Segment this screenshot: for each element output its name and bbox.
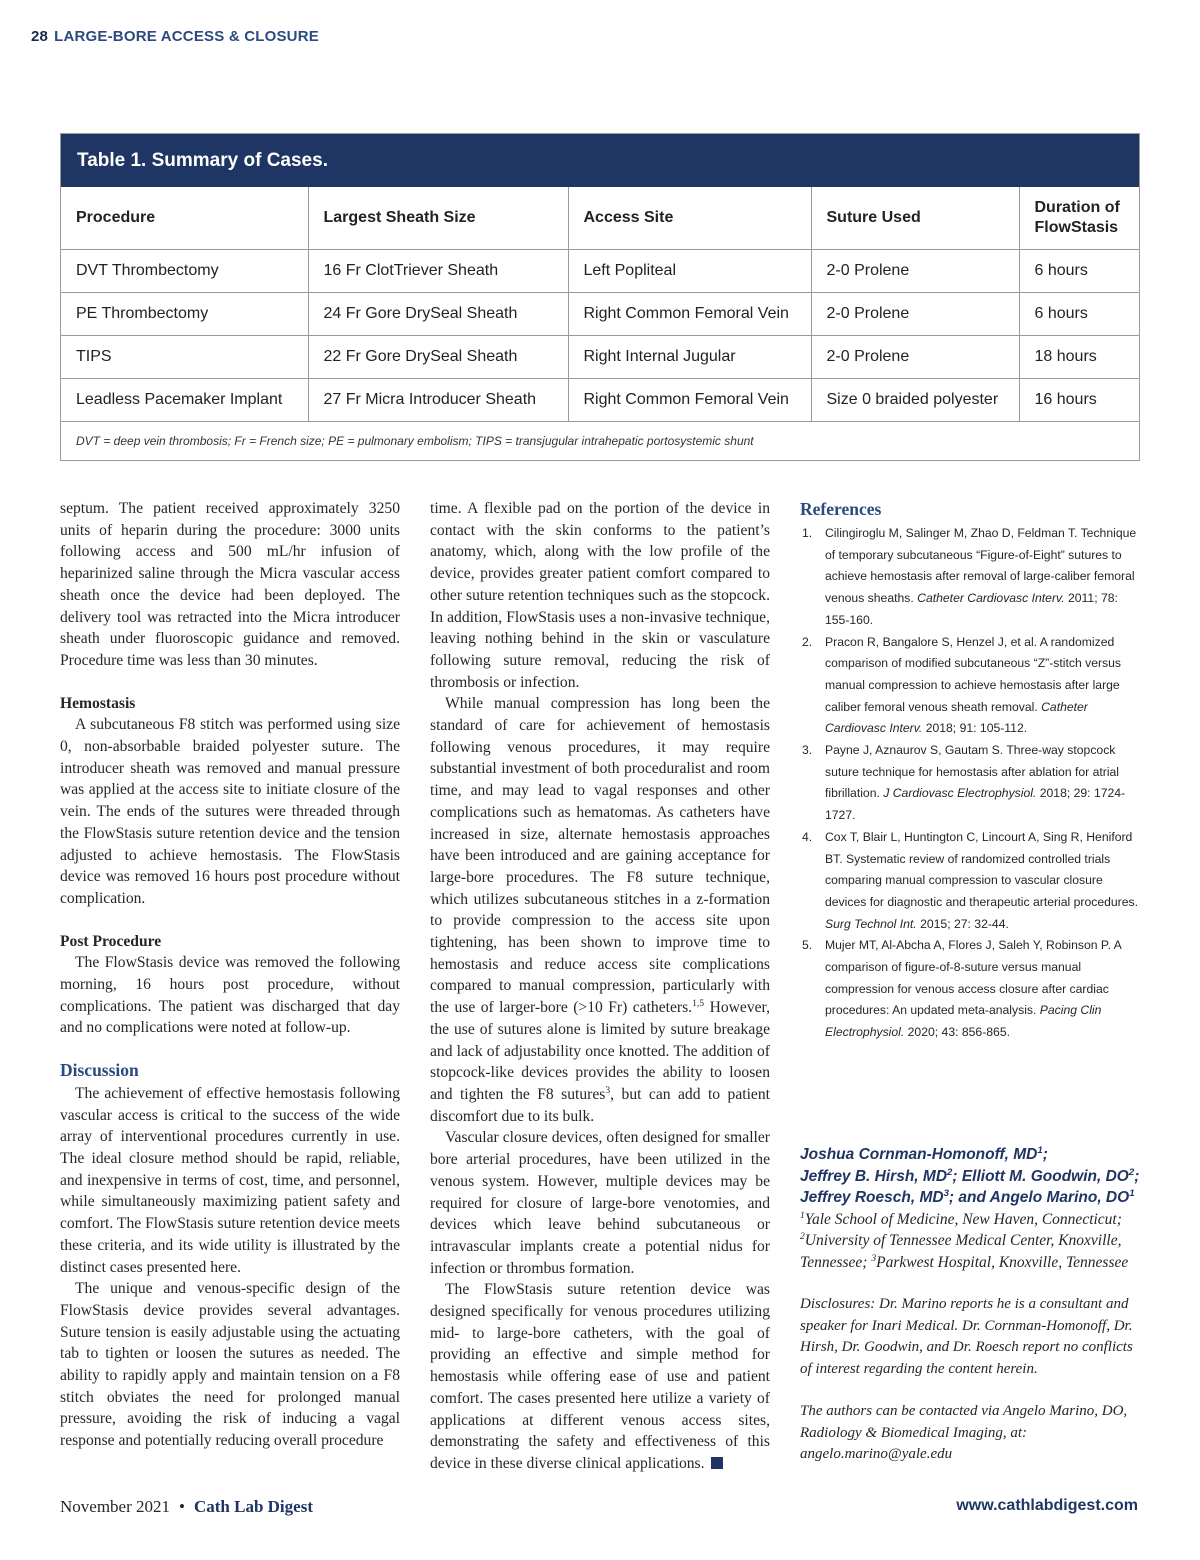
text-run: However, the use of sutures alone is limited by suture breakage and lack of adjustability once knotted. The addition of stopcock-like devices provides the ability to loosen and tighten the F8 sutures (430, 999, 771, 1103)
table-caption: Table 1. Summary of Cases. (61, 134, 1139, 187)
reference-journal: Pacing Clin Electrophysiol. (825, 1003, 1102, 1040)
references-column (800, 498, 1140, 1044)
reference-citation: 2011; 78: 155-160. (825, 591, 1118, 627)
table-header-cell: Suture Used (811, 187, 1019, 250)
subheading-hemostasis: Hemostasis (60, 694, 136, 712)
affiliation-text: University of Tennessee Medical Center, Knoxville, Tennessee; (800, 1232, 1122, 1271)
reference-item (800, 827, 1140, 936)
author-name: Jeffrey Roesch, MD (800, 1189, 944, 1206)
reference-text: Cilingiroglu M, Salinger M, Zhao D, Feldman T. Technique of temporary subcutaneous “Figure-of-Eight” sutures to achieve hemostasis after removal of large-caliber femoral venous sheaths. (825, 526, 1137, 606)
paragraph-septum: septum. The patient received approximately 3250 units of heparin during the procedure: 3000 units following access and 500 mL/hr infusion of heparinized saline through the Micra vascular access sheath once the device had been deployed. The delivery tool was retracted into the Micra introducer sheath under fluoroscopic guidance and removed. Procedure time was less than 30 minutes. (60, 500, 400, 669)
affiliation-marker: 1 (800, 1209, 805, 1221)
reference-number: 1. (802, 526, 813, 540)
reference-journal: J Cardiovasc Electrophysiol. (883, 786, 1037, 801)
table-cell: 6 hours (1019, 293, 1139, 336)
reference-number: 3. (802, 743, 813, 758)
paragraph-hemostasis: A subcutaneous F8 stitch was performed using size 0, non-absorbable braided polyester suture. The introducer sheath was removed and manual pressure was applied at the access site to initiate closure of the vein. The ends of the sutures were threaded through the FlowStasis suture retention device and the tension adjusted to achieve hemostasis. The FlowStasis device was removed 16 hours post procedure without complication. (60, 716, 400, 907)
paragraph-manual-compression (430, 693, 770, 1127)
table-row (61, 379, 1139, 422)
reference-number: 2. (802, 634, 813, 649)
table-header-cell: Access Site (568, 187, 811, 250)
reference-journal: Catheter Cardiovasc Interv. (825, 699, 1088, 736)
reference-item (800, 523, 1140, 632)
author-name: Joshua Cornman-Homonoff, MD (800, 1146, 1038, 1163)
page-number: 28 (31, 28, 49, 45)
paragraph-device-pad: time. A flexible pad on the portion of the device in contact with the skin conforms to the patient’s anatomy, which, along with the low profile of the device, provides greater patient comfort compared to other suture retention techniques such as the stopcock. In addition, FlowStasis uses a non-invasive technique, leaving nothing behind in the skin or vasculature following suture removal, reducing the risk of thrombosis or infection. (430, 500, 770, 691)
table-row (61, 293, 1139, 336)
reference-item (800, 632, 1140, 741)
section-title: LARGE-BORE ACCESS & CLOSURE (54, 28, 319, 45)
heading-discussion: Discussion (60, 1060, 139, 1081)
contact-text: The authors can be contacted via Angelo Marino, DO, Radiology & Biomedical Imaging, at: (800, 1403, 1128, 1441)
text-run: The FlowStasis suture retention device was designed specifically for venous procedures utilizing mid- to large-bore catheters, with the goal of providing an effective and simple method for hemostasis while offering ease of use and patient comfort. The cases presented here utilize a variety of applications at different venous access sites, demonstrating the safety and effectiveness of this device in these diverse clinical applications. (430, 1281, 770, 1472)
references-heading: References (800, 499, 882, 519)
body-column-left (60, 498, 400, 1452)
magazine-name: Cath Lab Digest (193, 1497, 313, 1516)
paragraph-flowstasis-design (430, 1279, 770, 1474)
table-row (61, 250, 1139, 293)
reference-text: Pracon R, Bangalore S, Henzel J, et al. A randomized comparison of modified subcutaneous “Z”-stitch versus manual compression to achieve hemostasis after large caliber femoral venous sheath removal. (825, 634, 1122, 714)
affiliation-marker: 2 (947, 1166, 953, 1178)
reference-number: 4. (802, 829, 813, 844)
table-cell: 2-0 Prolene (811, 293, 1019, 336)
table-cell: Leadless Pacemaker Implant (61, 379, 308, 422)
paragraph-discussion-2: The unique and venous-specific design of the FlowStasis device provides several advantages. Suture tension is easily adjustable using the actuating tab to tighten or loosen the sutures as needed. The ability to rapidly apply and maintain tension on a F8 stitch obviates the need for prolonged manual pressure, avoiding the risk of inducing a vagal response and potentially reducing overall procedure (60, 1280, 400, 1450)
reference-text: Cox T, Blair L, Huntington C, Lincourt A, Sing R, Heniford BT. Systematic review of randomized controlled trials comparing manual compression to vascular closure devices for diagnostic and therapeutic arterial procedures. (825, 829, 1138, 909)
citation: 3 (605, 1084, 611, 1096)
running-head (31, 28, 319, 45)
affiliation-marker: 1 (1037, 1144, 1043, 1156)
affiliation-marker: 2 (1128, 1166, 1135, 1178)
summary-table (60, 133, 1140, 461)
body-column-middle (430, 498, 770, 1475)
reference-item (800, 740, 1140, 827)
table-cell: 6 hours (1019, 250, 1139, 293)
paragraph-discussion-1: The achievement of effective hemostasis following vascular access is critical to the success of the wide array of interventional procedures currently in use. The ideal closure method should be rapid, reliable, and inexpensive in terms of cost, time, and personnel, while simultaneously maximizing patient safety and comfort. The FlowStasis suture retention device meets these criteria, and its wide utility is illustrated by the distinct cases presented here. (60, 1084, 400, 1276)
reference-journal: Catheter Cardiovasc Interv. (917, 591, 1065, 606)
paragraph-closure-devices: Vascular closure devices, often designed for smaller bore arterial procedures, have been utilized in the venous system. However, multiple devices may be required for closure of large-bore venotomies, and devices which leave behind subcutaneous or intravascular implants create a potential nidus for infection or thrombus formation. (430, 1129, 770, 1277)
bullet-separator: • (179, 1497, 185, 1516)
affiliation-text: Parkwest Hospital, Knoxville, Tennessee (876, 1253, 1129, 1271)
table-footnote: DVT = deep vein thrombosis; Fr = French size; PE = pulmonary embolism; TIPS = transjugular intrahepatic portosystemic shunt (76, 434, 754, 448)
affiliation-text: Yale School of Medicine, New Haven, Connecticut; (804, 1210, 1122, 1228)
subheading-post-procedure: Post Procedure (60, 932, 162, 950)
paragraph-post-procedure: The FlowStasis device was removed the following morning, 16 hours post procedure, without complications. The patient was discharged that day and no complications were noted at follow-up. (60, 954, 400, 1037)
table-cell: Left Popliteal (568, 250, 811, 293)
reference-text: Payne J, Aznaurov S, Gautam S. Three-way stopcock suture technique for hemostasis after ablation for atrial fibrillation. (825, 743, 1120, 801)
reference-citation: 2018; 91: 105-112. (922, 721, 1028, 736)
affiliation-marker: 3 (871, 1252, 877, 1264)
table-header-cell: Largest Sheath Size (308, 187, 568, 250)
affiliation-marker: 1 (1129, 1187, 1135, 1199)
table-cell: PE Thrombectomy (61, 293, 308, 336)
table-header-cell: Procedure (61, 187, 308, 250)
affiliation-marker: 3 (943, 1187, 949, 1199)
table-cell: Right Common Femoral Vein (568, 379, 811, 422)
affiliation-marker: 2 (800, 1230, 805, 1242)
author-name: Jeffrey B. Hirsh, MD (800, 1167, 948, 1185)
author-list: Joshua Cornman-Homonoff, $MD^1$; Jeffrey B. Hirsh, $MD^2$; Elliott M. Goodwin, $DO^2$; Jeffrey Roesch, $MD^3$; and Angelo Marino, $DO^1$ (800, 1144, 1140, 1206)
table-cell: 2-0 Prolene (811, 250, 1019, 293)
issue-date: November 2021 (60, 1497, 171, 1516)
text-run: , but can add to patient discomfort due to its bulk. (430, 1085, 770, 1125)
table-cell: 24 Fr Gore DrySeal Sheath (308, 293, 568, 336)
reference-citation: 2018; 29: 1724-1727. (825, 786, 1126, 823)
reference-text: Mujer MT, Al-Abcha A, Flores J, Saleh Y, Robinson P. A comparison of figure-of-8-suture versus manual compression for venous access closure after cardiac procedures: An updated meta-analysis. (825, 938, 1122, 1018)
table-cell: TIPS (61, 336, 308, 379)
table-cell: Size 0 braided polyester (811, 379, 1019, 422)
reference-citation: 2015; 27: 32-44. (916, 916, 1009, 931)
table-cell: 18 hours (1019, 336, 1139, 379)
table-cell: Right Common Femoral Vein (568, 293, 811, 336)
footer-url: www.cathlabdigest.com (956, 1497, 1138, 1514)
affiliations (800, 1209, 1145, 1274)
table-cell: Right Internal Jugular (568, 336, 811, 379)
disclosures: Disclosures: Dr. Marino reports he is a consultant and speaker for Inari Medical. Dr. Cornman-Homonoff, Dr. Hirsh, Dr. Goodwin, and Dr. Roesch report no conflicts of interest regarding the content herein. (800, 1296, 1133, 1377)
table-cell: DVT Thrombectomy (61, 250, 308, 293)
reference-item (800, 935, 1140, 1044)
citation: 1,5 (692, 997, 705, 1009)
reference-citation: 2020; 43: 856-865. (904, 1025, 1010, 1040)
table-cell: 2-0 Prolene (811, 336, 1019, 379)
contact-info (800, 1401, 1145, 1466)
table-cell: 22 Fr Gore DrySeal Sheath (308, 336, 568, 379)
author-block (800, 1144, 1145, 1466)
table-row (61, 336, 1139, 379)
table-cell: 27 Fr Micra Introducer Sheath (308, 379, 568, 422)
contact-email: angelo.marino@yale.edu (800, 1446, 953, 1462)
author-name: Elliott M. Goodwin, DO (961, 1167, 1129, 1185)
end-of-article-mark (711, 1457, 723, 1469)
reference-journal: Surg Technol Int. (825, 916, 917, 931)
footer-issue (60, 1497, 313, 1517)
reference-list (800, 523, 1140, 1044)
text-run: While manual compression has long been the standard of care for achievement of hemostasis following venous procedures, it may require substantial investment of both proceduralist and room time, and may lead to vagal responses and other complications such as hematomas. As catheters have increased in size, alternate hemostasis approaches have been introduced and are gaining acceptance for large-bore procedures. The F8 suture technique, which utilizes subcutaneous stitches in a z-formation to provide compression to the access site upon tightening, has been shown to improve time to hemostasis and reduce access site complications compared to manual compression, particularly with the use of larger-bore (>10 Fr) catheters. (430, 695, 770, 1017)
table-cell: 16 hours (1019, 379, 1139, 422)
table-header-row (61, 187, 1139, 250)
author-name: and Angelo Marino, DO (958, 1189, 1130, 1206)
table-cell: 16 Fr ClotTriever Sheath (308, 250, 568, 293)
table-header-cell: Duration of FlowStasis (1019, 187, 1139, 250)
reference-number: 5. (802, 938, 813, 953)
